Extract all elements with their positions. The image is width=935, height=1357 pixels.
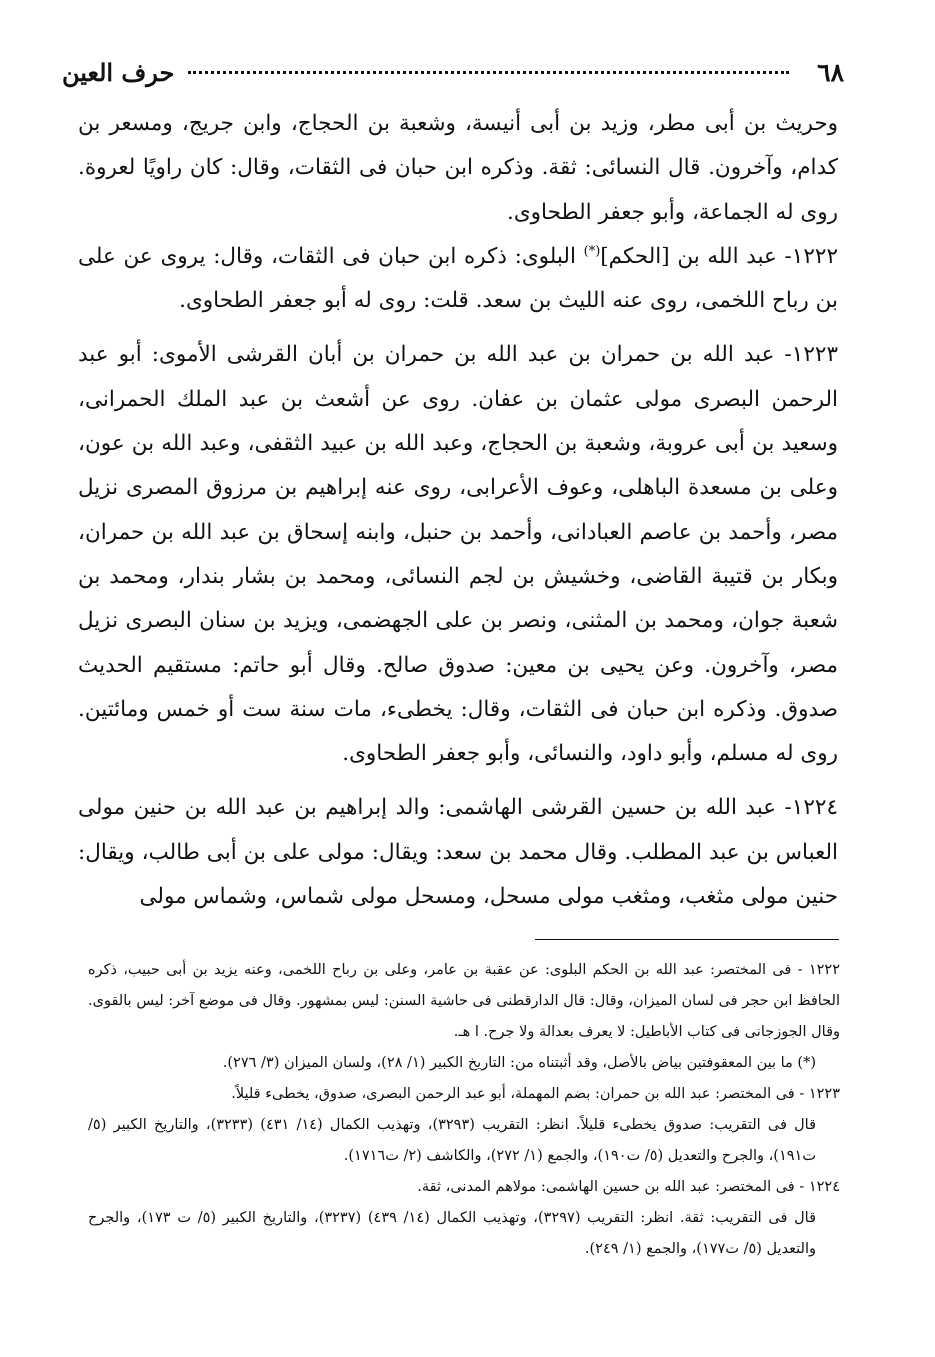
footnote-1222: ١٢٢٢ - فى المختصر: عبد الله بن الحكم البلوى: عن عقبة بن عامر، وعلى بن رباح اللخمى، وعنه يزيد بن أبى حبيب، ذكره الحافظ ابن حجر فى لسان الميزان، وقال: قال الدارقطنى فى حاشية السنن: ليس بمشهور. وقال فى موضع آخر: ليس بالقوى. وقال الجوزجانى فى كتاب الأباطيل: لا يعرف بعدالة ولا جرح. ا هـ. (88, 962, 840, 1040)
footnote-star: (*) ما بين المعقوفتين بياض بالأصل، وقد أثبتناه من: التاريخ الكبير (١/ ٢٨)، ولسان الميزان (٣/ ٢٧٦). (222, 1055, 816, 1071)
footnote-1223-detail: قال فى التقريب: صدوق يخطىء قليلاً. انظر: التقريب (٣٢٩٣)، وتهذيب الكمال (١٤/ ٤٣١) (٣٢٣٣)، والتاريخ الكبير (٥/ ت١٩١)، والجرح والتعديل (٥/ ت١٩٠)، والجمع (١/ ٢٧٢)، والكاشف (٢/ ت١٧١٦). (88, 1117, 817, 1164)
footnotes (88, 955, 840, 1265)
dotted-leader (188, 71, 789, 74)
continuation-paragraph: وحريث بن أبى مطر، وزيد بن أبى أنيسة، وشعبة بن الحجاج، وابن جريج، ومسعر بن كدام، وآخرون. قال النسائى: ثقة. وذكره ابن حبان فى الثقات، وقال: كان راويًا لعروة. روى له الجماعة، وأبو جعفر الطحاوى. (78, 111, 838, 225)
page-number: ٦٨ (817, 57, 844, 87)
main-text (78, 102, 838, 919)
entry-1223: ١٢٢٣- عبد الله بن حمران بن عبد الله بن حمران بن أبان القرشى الأموى: أبو عبد الرحمن البصرى مولى عثمان بن عفان. روى عن أشعث بن عبد الملك الحمرانى، وسعيد بن أبى عروبة، وشعبة بن الحجاج، وعبد الله بن عبيد الثقفى، وعبد الله بن عون، وعلى بن مسعدة الباهلى، وعوف الأعرابى، روى عنه إبراهيم بن مرزوق المصرى نزيل مصر، وأحمد بن عاصم العبادانى، وأحمد بن حنبل، وابنه إسحاق بن عبد الله بن حمران، وبكار بن قتيبة القاضى، وخشيش بن لجم النسائى، ومحمد بن بشار بندار، ومحمد بن شعبة جوان، ومحمد بن المثنى، ونصر بن على الجهضمى، ويزيد بن سنان البصرى نزيل مصر، وآخرون. وعن يحيى بن معين: صدوق صالح. وقال أبو حاتم: مستقيم الحديث صدوق. وذكره ابن حبان فى الثقات، وقال: يخطىء، مات سنة ست أو خمس ومائتين. روى له مسلم، وأبو داود، والنسائى، وأبو جعفر الطحاوى. (78, 342, 838, 767)
footnote-1223: ١٢٢٣ - فى المختصر: عبد الله بن حمران: بضم المهملة، أبو عبد الرحمن البصرى، صدوق، يخطىء قليلاً. (231, 1086, 840, 1102)
footnote-1224: ١٢٢٤ - فى المختصر: عبد الله بن حسين الهاشمى: مولاهم المدنى، ثقة. (417, 1179, 840, 1195)
entry-1222-head: ١٢٢٢- عبد الله بن [الحكم] (600, 243, 838, 269)
footnote-1224-detail: قال فى التقريب: ثقة. انظر: التقريب (٣٢٩٧)، وتهذيب الكمال (١٤/ ٤٣٩) (٣٢٣٧)، والتاريخ الكبير (٥/ ت ١٧٣)، والجرح والتعديل (٥/ ت١٧٧)، والجمع (١/ ٢٤٩). (88, 1210, 817, 1257)
entry-1222-body: البلوى: ذكره ابن حبان فى الثقات، وقال: يروى عن على بن رباح اللخمى، روى عنه الليث بن سعد. قلت: روى له أبو جعفر الطحاوى. (78, 243, 838, 314)
running-title: حرف العين (62, 57, 175, 87)
entry-1224: ١٢٢٤- عبد الله بن حسين القرشى الهاشمى: والد إبراهيم بن عبد الله بن حنين مولى العباس بن عبد المطلب. وقال محمد بن سعد: ويقال: مولى على بن أبى طالب، ويقال: حنين مولى مثغب، ومثغب مولى مسحل، ومسحل مولى شماس، وشماس مولى (78, 795, 838, 910)
entry-1222 (78, 235, 838, 324)
page-header (62, 52, 844, 92)
footnote-mark: (*) (583, 243, 601, 259)
footnote-separator (535, 939, 839, 940)
